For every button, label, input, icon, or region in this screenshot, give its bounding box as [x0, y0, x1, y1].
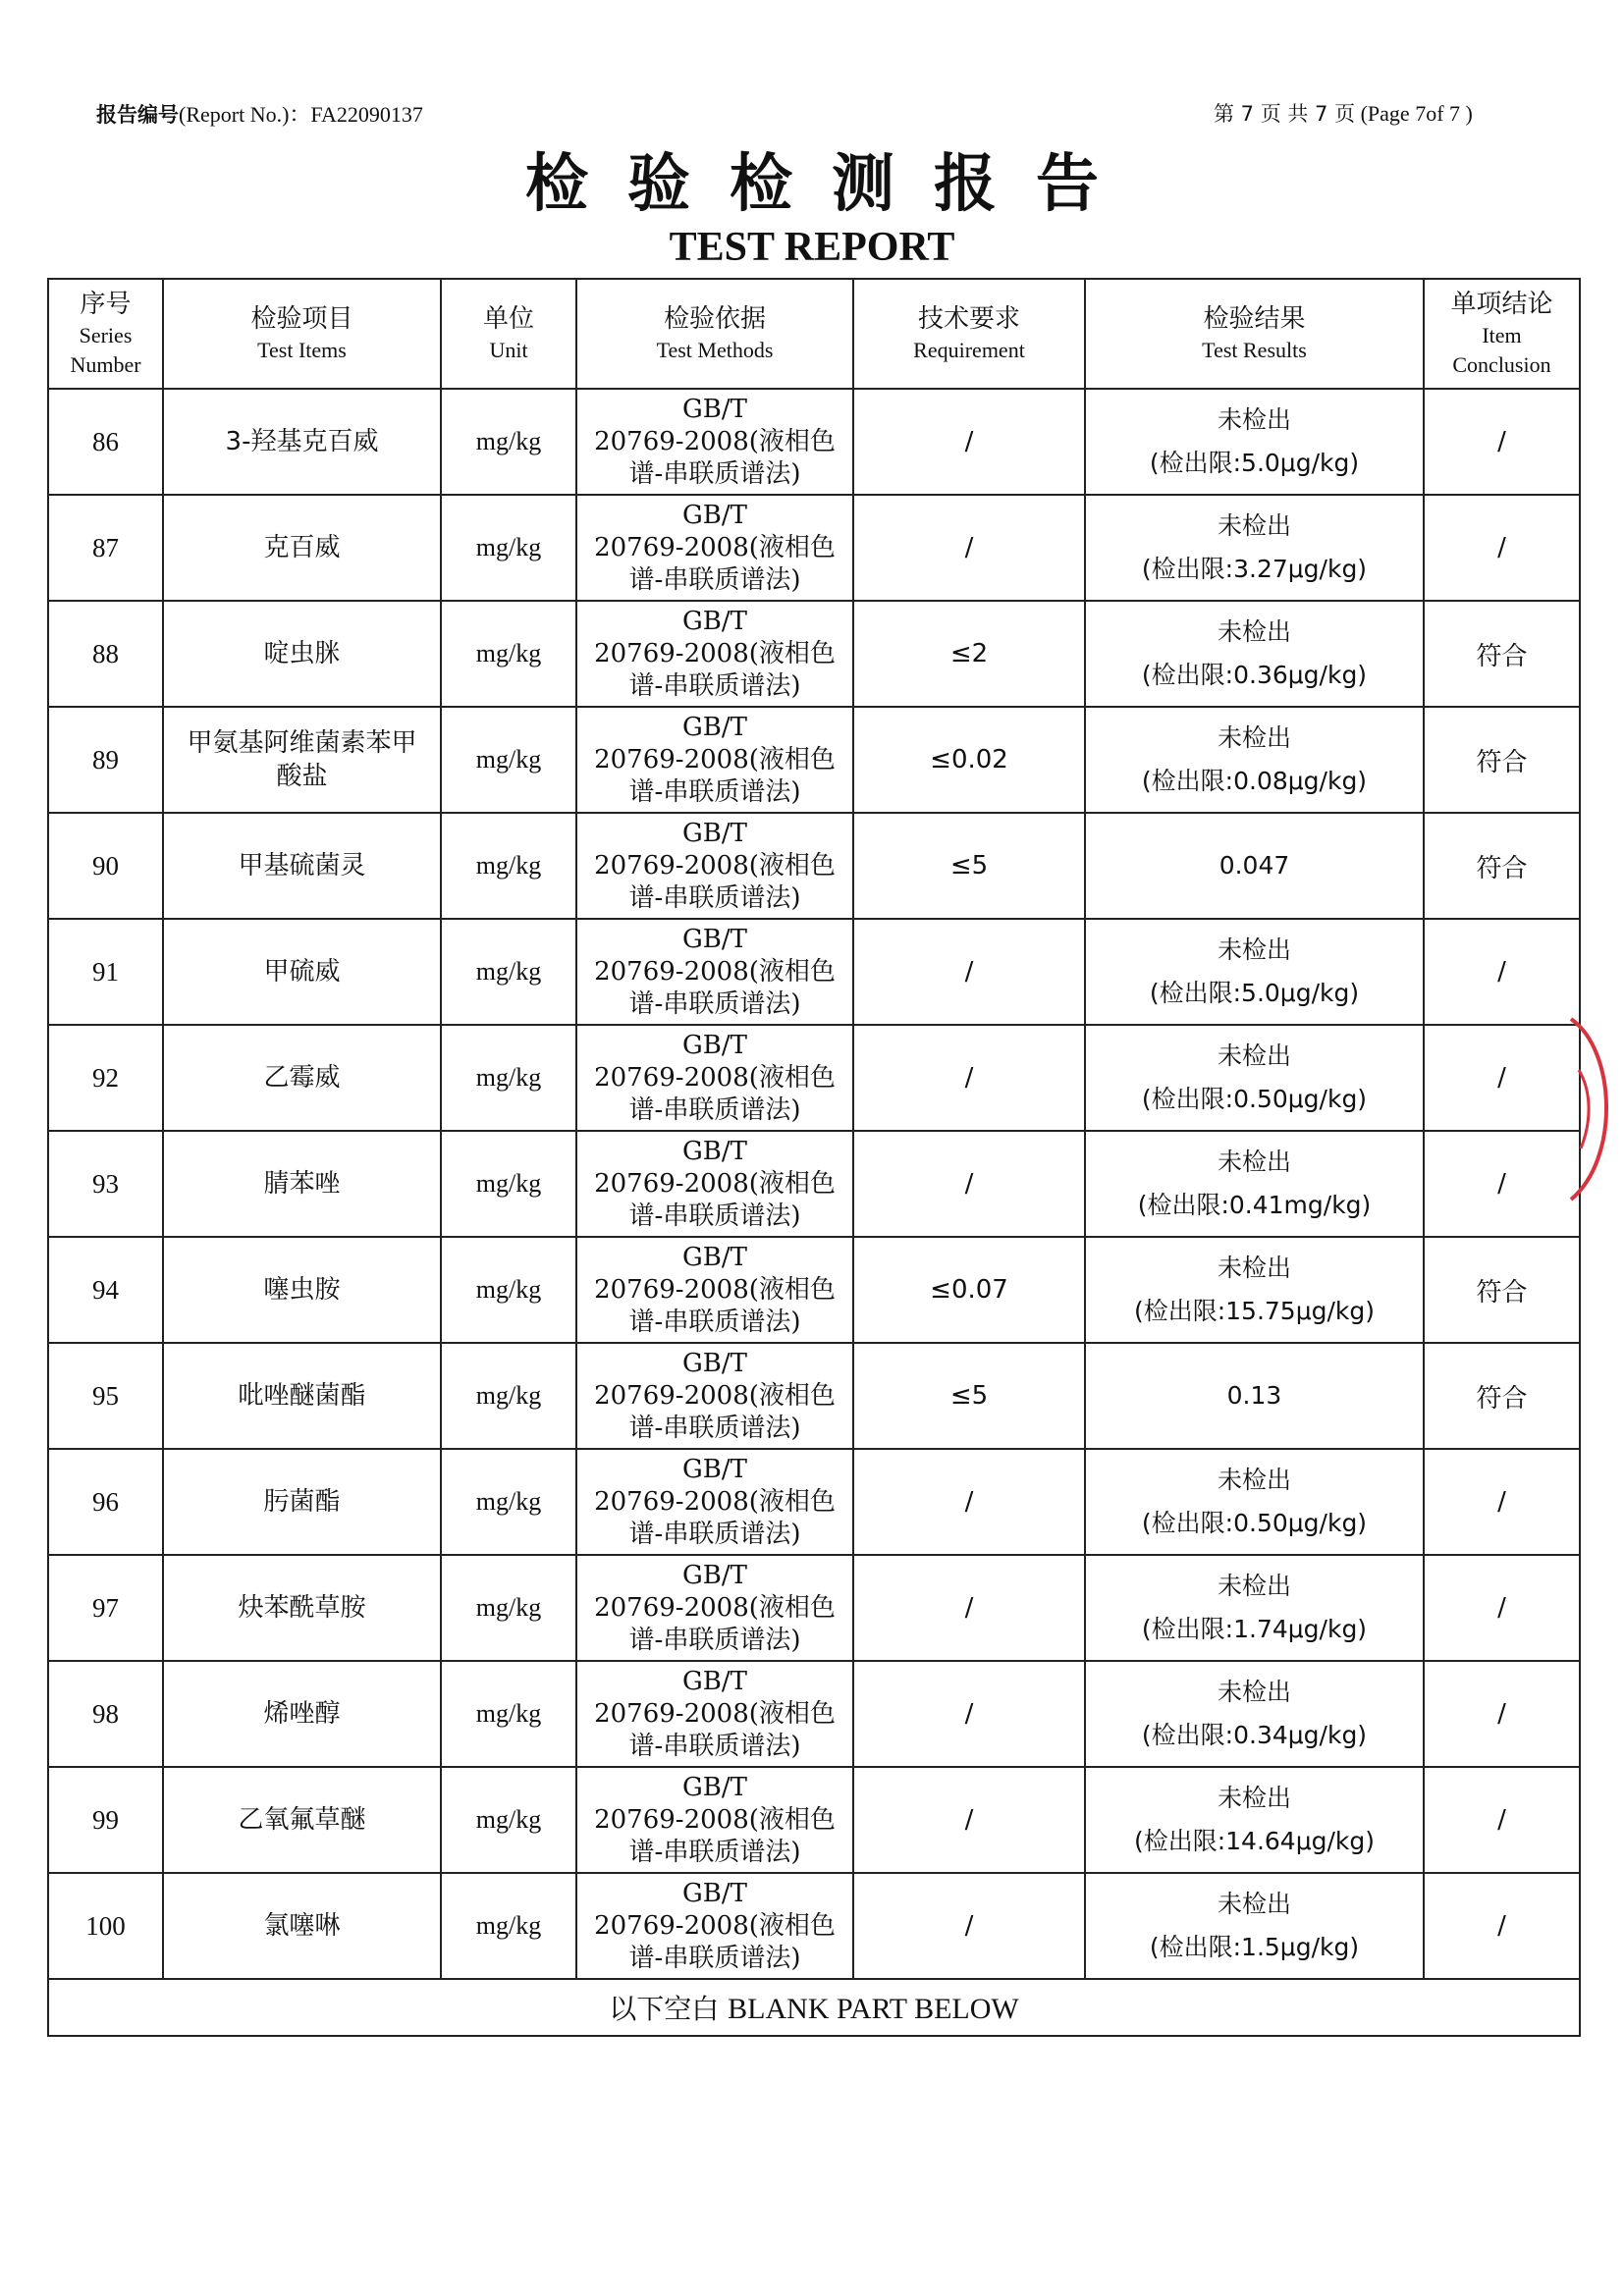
test-result-cell-line: (检出限:0.36μg/kg): [1141, 661, 1368, 689]
table-row: [48, 813, 1580, 919]
test-result-cell-line: (检出限:0.34μg/kg): [1141, 1721, 1368, 1749]
test-result-cell: [1085, 1237, 1424, 1343]
test-result-cell: 0.13: [1085, 1343, 1424, 1449]
series-number-cell: 94: [48, 1237, 163, 1343]
test-method-cell-line: 20769-2008(液相色: [594, 850, 836, 881]
table-row: [48, 601, 1580, 707]
conclusion-cell: /: [1424, 389, 1580, 495]
test-result-cell: [1085, 1767, 1424, 1873]
series-number-cell: 92: [48, 1025, 163, 1131]
test-method-cell-line: 20769-2008(液相色: [594, 1592, 836, 1623]
conclusion-cell: 符合: [1424, 707, 1580, 813]
table-row: [48, 1555, 1580, 1661]
test-method-cell-line: GB/T: [682, 924, 747, 954]
column-header-en2: Number: [70, 352, 141, 377]
series-number-cell: 99: [48, 1767, 163, 1873]
conclusion-cell: 符合: [1424, 813, 1580, 919]
test-method-cell-line: 20769-2008(液相色: [594, 1698, 836, 1729]
series-number-cell: 89: [48, 707, 163, 813]
page-indicator-cn: 第 7 页 共 7 页: [1214, 102, 1356, 126]
test-method-cell-line: 谱-串联质谱法): [628, 1731, 801, 1761]
column-header-en1: Series: [79, 323, 133, 347]
test-method-cell-line: 谱-串联质谱法): [628, 882, 801, 913]
unit-cell: mg/kg: [441, 495, 576, 601]
report-number-label-en: (Report No.)：: [179, 102, 311, 127]
test-method-cell-line: 谱-串联质谱法): [628, 988, 801, 1019]
test-method-cell-line: GB/T: [682, 712, 747, 742]
page-indicator-en: (Page 7of 7 ): [1355, 101, 1473, 126]
test-method-cell-line: 20769-2008(液相色: [594, 1486, 836, 1517]
table-row: [48, 1449, 1580, 1555]
column-header-en1: Requirement: [913, 338, 1025, 362]
series-number-cell: 95: [48, 1343, 163, 1449]
column-header-en1: Item: [1482, 323, 1522, 347]
test-result-cell: [1085, 1449, 1424, 1555]
test-method-cell: [576, 1343, 853, 1449]
test-method-cell-line: GB/T: [682, 1560, 747, 1590]
test-result-cell-line: (检出限:14.64μg/kg): [1133, 1827, 1376, 1855]
test-method-cell: [576, 1873, 853, 1979]
test-result-cell: [1085, 1661, 1424, 1767]
test-method-cell-line: 20769-2008(液相色: [594, 744, 836, 774]
requirement-cell: /: [853, 1025, 1085, 1131]
unit-cell: mg/kg: [441, 1767, 576, 1873]
test-result-cell-line: (检出限:3.27μg/kg): [1141, 555, 1368, 583]
test-item-cell: 氯噻啉: [163, 1873, 441, 1979]
column-header: [576, 279, 853, 389]
conclusion-cell: 符合: [1424, 1237, 1580, 1343]
column-header-en2: Conclusion: [1452, 352, 1551, 377]
page-indicator: [1214, 98, 1473, 128]
test-method-cell-line: GB/T: [682, 500, 747, 530]
test-method-cell: [576, 601, 853, 707]
test-method-cell-line: 20769-2008(液相色: [594, 532, 836, 562]
series-number-cell: 96: [48, 1449, 163, 1555]
test-method-cell-line: 20769-2008(液相色: [594, 1910, 836, 1941]
test-result-cell: [1085, 707, 1424, 813]
series-number-cell: 88: [48, 601, 163, 707]
column-header: [853, 279, 1085, 389]
test-result-cell-line: 未检出: [1217, 1572, 1291, 1600]
requirement-cell: /: [853, 1555, 1085, 1661]
unit-cell: mg/kg: [441, 1131, 576, 1237]
test-method-cell-line: 谱-串联质谱法): [628, 670, 801, 701]
test-result-cell-line: (检出限:0.41mg/kg): [1137, 1191, 1372, 1219]
test-method-cell: [576, 389, 853, 495]
series-number-cell: 90: [48, 813, 163, 919]
table-row: [48, 1237, 1580, 1343]
series-number-cell: 98: [48, 1661, 163, 1767]
table-body: [48, 389, 1580, 1979]
test-result-cell-line: 未检出: [1217, 1890, 1291, 1918]
test-method-cell-line: GB/T: [682, 1772, 747, 1802]
test-result-cell-line: 未检出: [1217, 617, 1291, 646]
unit-cell: mg/kg: [441, 813, 576, 919]
test-method-cell-line: 20769-2008(液相色: [594, 426, 836, 456]
column-header-cn: 检验结果: [1203, 304, 1306, 334]
test-method-cell-line: 谱-串联质谱法): [628, 1201, 801, 1231]
blank-part-cn: 以下空白: [609, 1993, 729, 2025]
conclusion-cell: /: [1424, 1131, 1580, 1237]
requirement-cell: ≤0.07: [853, 1237, 1085, 1343]
test-method-cell-line: 谱-串联质谱法): [628, 564, 801, 595]
unit-cell: mg/kg: [441, 919, 576, 1025]
test-result-cell: [1085, 495, 1424, 601]
test-item-cell: 噻虫胺: [163, 1237, 441, 1343]
blank-part-en: BLANK PART BELOW: [728, 1993, 1019, 2025]
test-method-cell-line: 谱-串联质谱法): [628, 1095, 801, 1125]
report-number-label-cn: 报告编号: [96, 103, 179, 127]
title-en: TEST REPORT: [669, 225, 955, 270]
column-header-en1: Test Items: [257, 338, 347, 362]
title-cn: 检验检测报告: [525, 148, 1138, 221]
requirement-cell: /: [853, 1873, 1085, 1979]
blank-part-cell: [48, 1979, 1580, 2036]
test-result-cell-line: 未检出: [1217, 1784, 1291, 1812]
test-result-cell-line: 未检出: [1217, 1041, 1291, 1070]
test-method-cell-line: 20769-2008(液相色: [594, 1804, 836, 1835]
test-result-cell: [1085, 919, 1424, 1025]
conclusion-cell: /: [1424, 1449, 1580, 1555]
column-header-cn: 单位: [482, 304, 534, 334]
requirement-cell: ≤0.02: [853, 707, 1085, 813]
test-item-cell: 肟菌酯: [163, 1449, 441, 1555]
test-method-cell: [576, 1237, 853, 1343]
test-method-cell-line: 20769-2008(液相色: [594, 1062, 836, 1093]
test-method-cell-line: GB/T: [682, 1030, 747, 1060]
table-row: [48, 495, 1580, 601]
test-result-cell-line: 未检出: [1217, 1466, 1291, 1494]
series-number-cell: 93: [48, 1131, 163, 1237]
test-method-cell: [576, 1767, 853, 1873]
test-method-cell-line: GB/T: [682, 1136, 747, 1166]
unit-cell: mg/kg: [441, 1873, 576, 1979]
conclusion-cell: /: [1424, 919, 1580, 1025]
test-method-cell-line: 20769-2008(液相色: [594, 956, 836, 987]
test-item-cell: 啶虫脒: [163, 601, 441, 707]
test-item-cell: 甲硫威: [163, 919, 441, 1025]
test-method-cell-line: 谱-串联质谱法): [628, 1413, 801, 1443]
test-method-cell-line: GB/T: [682, 1348, 747, 1378]
test-method-cell: [576, 1449, 853, 1555]
red-seal-stamp: [1569, 1011, 1624, 1207]
test-item-cell: 乙氧氟草醚: [163, 1767, 441, 1873]
test-item-cell: 克百威: [163, 495, 441, 601]
test-method-cell-line: GB/T: [682, 394, 747, 424]
column-header: [1085, 279, 1424, 389]
column-header-en1: Unit: [489, 338, 528, 362]
test-method-cell: [576, 707, 853, 813]
test-result-cell-line: 未检出: [1217, 723, 1291, 752]
test-result-cell-line: (检出限:0.50μg/kg): [1141, 1509, 1368, 1537]
series-number-cell: 86: [48, 389, 163, 495]
test-method-cell-line: 谱-串联质谱法): [628, 1519, 801, 1549]
test-result-cell-line: (检出限:0.50μg/kg): [1141, 1085, 1368, 1113]
unit-cell: mg/kg: [441, 601, 576, 707]
unit-cell: mg/kg: [441, 1237, 576, 1343]
column-header-cn: 检验依据: [663, 304, 766, 334]
test-method-cell-line: 谱-串联质谱法): [628, 1943, 801, 1973]
test-item-cell: 吡唑醚菌酯: [163, 1343, 441, 1449]
report-number-value: FA22090137: [310, 102, 423, 127]
test-method-cell-line: 20769-2008(液相色: [594, 1380, 836, 1411]
unit-cell: mg/kg: [441, 707, 576, 813]
unit-cell: mg/kg: [441, 1555, 576, 1661]
blank-part-row: [48, 1979, 1580, 2036]
results-table: [47, 278, 1581, 2037]
table-row: [48, 1767, 1580, 1873]
test-result-cell-line: (检出限:5.0μg/kg): [1149, 979, 1360, 1007]
requirement-cell: /: [853, 389, 1085, 495]
table-row: [48, 1873, 1580, 1979]
test-result-cell-line: (检出限:1.74μg/kg): [1141, 1615, 1368, 1643]
test-result-cell-line: 未检出: [1217, 1148, 1291, 1176]
test-method-cell: [576, 1025, 853, 1131]
conclusion-cell: /: [1424, 1873, 1580, 1979]
test-result-cell-line: 未检出: [1217, 1254, 1291, 1282]
test-item-cell: 甲基硫菌灵: [163, 813, 441, 919]
test-method-cell: [576, 813, 853, 919]
table-row: [48, 919, 1580, 1025]
conclusion-cell: /: [1424, 1661, 1580, 1767]
test-method-cell-line: GB/T: [682, 1878, 747, 1908]
unit-cell: mg/kg: [441, 1025, 576, 1131]
report-number: [96, 98, 423, 129]
test-method-cell-line: 谱-串联质谱法): [628, 1307, 801, 1337]
test-result-cell: [1085, 389, 1424, 495]
conclusion-cell: /: [1424, 1555, 1580, 1661]
series-number-cell: 87: [48, 495, 163, 601]
column-header: [163, 279, 441, 389]
test-method-cell-line: GB/T: [682, 818, 747, 848]
test-method-cell-line: 谱-串联质谱法): [628, 458, 801, 489]
test-result-cell-line: (检出限:5.0μg/kg): [1149, 449, 1360, 477]
series-number-cell: 91: [48, 919, 163, 1025]
test-result-cell: 0.047: [1085, 813, 1424, 919]
test-method-cell-line: 谱-串联质谱法): [628, 1625, 801, 1655]
test-item-cell: 3-羟基克百威: [163, 389, 441, 495]
table-row: [48, 707, 1580, 813]
test-item-cell: 炔苯酰草胺: [163, 1555, 441, 1661]
conclusion-cell: /: [1424, 495, 1580, 601]
column-header: [441, 279, 576, 389]
column-header-cn: 技术要求: [917, 304, 1020, 334]
test-result-cell-line: (检出限:0.08μg/kg): [1141, 767, 1368, 795]
test-result-cell-line: (检出限:15.75μg/kg): [1133, 1297, 1376, 1325]
test-result-cell-line: 未检出: [1217, 405, 1291, 434]
test-result-cell: [1085, 1555, 1424, 1661]
test-item-cell: 甲氨基阿维菌素苯甲酸盐: [163, 707, 441, 813]
test-item-cell: 烯唑醇: [163, 1661, 441, 1767]
column-header-cn: 检验项目: [250, 304, 353, 334]
test-method-cell-line: GB/T: [682, 1666, 747, 1696]
test-result-cell: [1085, 1131, 1424, 1237]
unit-cell: mg/kg: [441, 1343, 576, 1449]
table-header-row: [48, 279, 1580, 389]
test-method-cell: [576, 919, 853, 1025]
test-result-cell-line: 未检出: [1217, 935, 1291, 964]
unit-cell: mg/kg: [441, 1449, 576, 1555]
requirement-cell: ≤5: [853, 1343, 1085, 1449]
test-method-cell: [576, 1555, 853, 1661]
test-method-cell-line: GB/T: [682, 1454, 747, 1484]
test-method-cell-line: GB/T: [682, 606, 747, 636]
test-result-cell-line: (检出限:1.5μg/kg): [1149, 1933, 1360, 1961]
test-method-cell-line: GB/T: [682, 1242, 747, 1272]
requirement-cell: /: [853, 1661, 1085, 1767]
unit-cell: mg/kg: [441, 1661, 576, 1767]
test-method-cell-line: 20769-2008(液相色: [594, 1168, 836, 1199]
column-header-cn: 序号: [80, 290, 132, 319]
test-method-cell: [576, 1131, 853, 1237]
table-row: [48, 1661, 1580, 1767]
column-header-cn: 单项结论: [1450, 290, 1553, 319]
series-number-cell: 97: [48, 1555, 163, 1661]
table-row: [48, 1343, 1580, 1449]
requirement-cell: ≤2: [853, 601, 1085, 707]
test-method-cell-line: 谱-串联质谱法): [628, 1837, 801, 1867]
column-header: [48, 279, 163, 389]
conclusion-cell: /: [1424, 1767, 1580, 1873]
test-item-cell: 乙霉威: [163, 1025, 441, 1131]
requirement-cell: /: [853, 919, 1085, 1025]
test-method-cell: [576, 1661, 853, 1767]
conclusion-cell: 符合: [1424, 1343, 1580, 1449]
column-header-en1: Test Methods: [656, 338, 774, 362]
unit-cell: mg/kg: [441, 389, 576, 495]
requirement-cell: /: [853, 1131, 1085, 1237]
column-header-en1: Test Results: [1202, 338, 1307, 362]
test-item-cell: 腈苯唑: [163, 1131, 441, 1237]
test-result-cell-line: 未检出: [1217, 1678, 1291, 1706]
test-result-cell-line: 未检出: [1217, 511, 1291, 540]
conclusion-cell: /: [1424, 1025, 1580, 1131]
conclusion-cell: 符合: [1424, 601, 1580, 707]
column-header: [1424, 279, 1580, 389]
test-method-cell-line: 20769-2008(液相色: [594, 1274, 836, 1305]
table-row: [48, 1025, 1580, 1131]
test-result-cell: [1085, 1025, 1424, 1131]
test-method-cell: [576, 495, 853, 601]
test-method-cell-line: 20769-2008(液相色: [594, 638, 836, 668]
requirement-cell: /: [853, 495, 1085, 601]
requirement-cell: /: [853, 1767, 1085, 1873]
requirement-cell: ≤5: [853, 813, 1085, 919]
series-number-cell: 100: [48, 1873, 163, 1979]
test-method-cell-line: 谱-串联质谱法): [628, 776, 801, 807]
table-row: [48, 1131, 1580, 1237]
test-result-cell: [1085, 601, 1424, 707]
requirement-cell: /: [853, 1449, 1085, 1555]
test-result-cell: [1085, 1873, 1424, 1979]
table-row: [48, 389, 1580, 495]
